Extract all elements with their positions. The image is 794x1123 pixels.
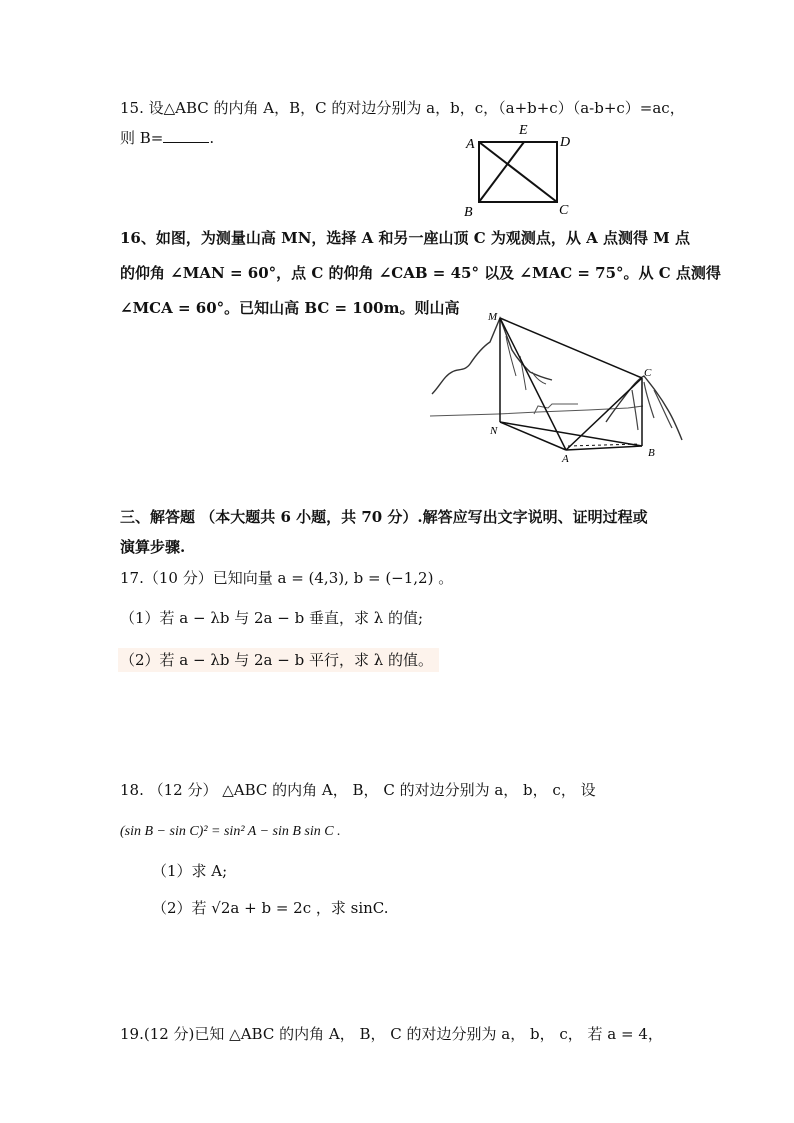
fig16-label-a: A <box>562 453 569 465</box>
fig15-label-c: C <box>559 203 569 218</box>
q18-part2: （2）若 √2a + b = 2c ，求 sinC. <box>152 899 389 917</box>
fig16-label-m: M <box>488 311 498 323</box>
fig16-ground-detail <box>534 404 578 414</box>
fig16-left-mountain <box>432 318 552 394</box>
q16-line1: 16、如图，为测量山高 MN，选择 A 和另一座山顶 C 为观测点，从 A 点测得 M 点 <box>120 229 691 247</box>
q16-line2: 的仰角 ∠MAN = 60°，点 C 的仰角 ∠CAB = 45° 以及 ∠MAC = 75°。从 C 点测得 <box>120 264 721 282</box>
fig16-right-mountain <box>606 376 682 440</box>
q17-stem: 17.（10 分）已知向量 a = (4,3), b = (−1,2) 。 <box>120 569 454 587</box>
q18-formula: (sin B − sin C)² = sin² A − sin B sin C . <box>120 824 341 839</box>
q19-stem: 19.(12 分)已知 △ABC 的内角 A， B， C 的对边分别为 a， b， c， 若 a = 4， <box>120 1025 663 1043</box>
fig15-label-a: A <box>466 137 475 152</box>
q15-line1: 15. 设△ABC 的内角 A，B，C 的对边分别为 a，b，c，（a+b+c）（a-b+c）=ac， <box>120 99 685 117</box>
q17-part2: （2）若 a − λb 与 2a − b 平行，求 λ 的值。 <box>118 648 439 672</box>
fig16-left-mountain-detail <box>506 336 546 390</box>
fig15-label-e: E <box>519 123 528 138</box>
fig16-label-b: B <box>648 447 655 459</box>
fig16-line-mc <box>500 318 642 378</box>
fig16-line-nb <box>500 422 642 446</box>
q18-stem: 18. （12 分） △ABC 的内角 A， B， C 的对边分别为 a， b， c， 设 <box>120 781 596 799</box>
fig15-label-b: B <box>464 205 473 218</box>
fig16-line-na <box>500 422 566 450</box>
figure-16-mountain <box>428 306 698 466</box>
q15-answer-suffix: . <box>209 129 215 147</box>
q15-line2 <box>120 128 214 148</box>
q15-answer-prefix: 则 B= <box>120 129 164 147</box>
q18-part1: （1）求 A; <box>152 862 228 880</box>
section3-heading-line1: 三、解答题 （本大题共 6 小题，共 70 分）.解答应写出文字说明、证明过程或 <box>120 508 648 526</box>
fig16-line-ab-dashed <box>568 444 640 446</box>
q16-line3: ∠MCA = 60°。已知山高 BC = 100m。则山高 <box>120 299 460 317</box>
fig16-line-ab <box>566 446 642 450</box>
figure-15-rectangle <box>460 118 600 218</box>
section3-heading-line2: 演算步骤. <box>120 538 186 556</box>
q15-answer-blank <box>163 128 209 143</box>
fig16-line-ma <box>500 318 566 450</box>
fig16-label-c: C <box>644 367 652 379</box>
fig16-label-n: N <box>490 425 498 437</box>
fig15-label-d: D <box>560 135 571 150</box>
q17-part1: （1）若 a − λb 与 2a − b 垂直，求 λ 的值; <box>120 609 424 627</box>
